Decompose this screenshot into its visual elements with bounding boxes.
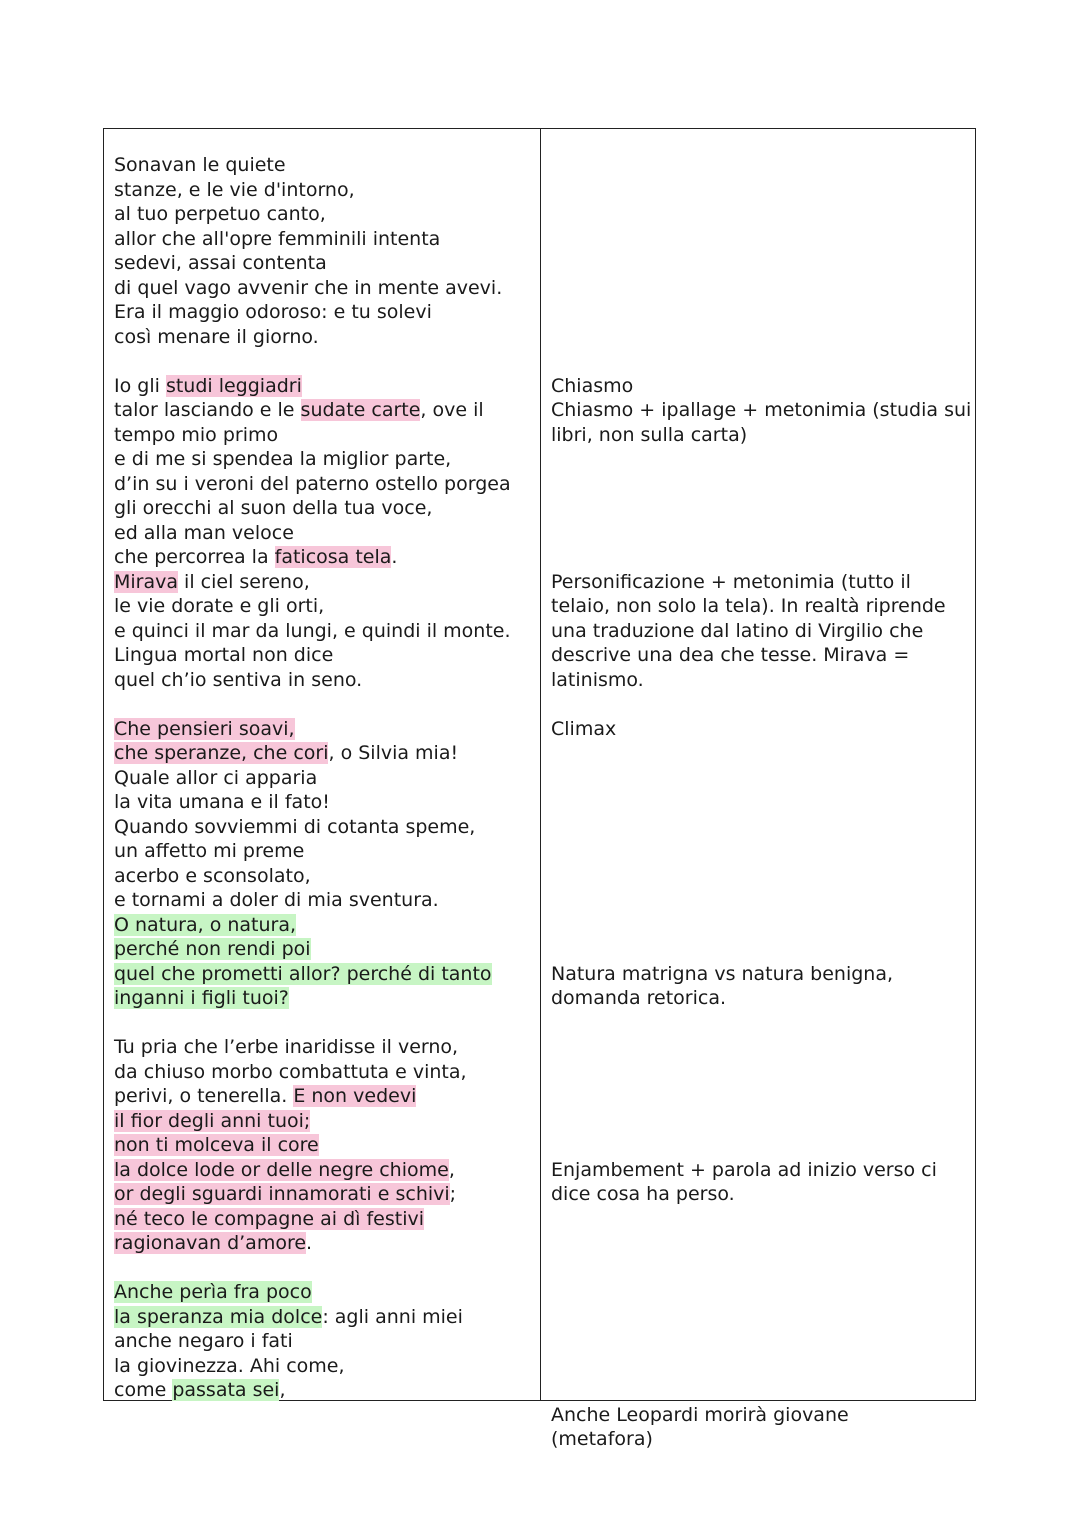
stanza-break	[114, 349, 540, 374]
poem-line	[114, 1109, 540, 1134]
note-spacer	[551, 1035, 975, 1060]
poem-line	[114, 521, 540, 546]
note-line: dice cosa ha perso.	[551, 1183, 735, 1205]
note-spacer	[551, 1329, 975, 1354]
highlight-green: quel che prometti allor? perché di tanto	[114, 962, 492, 985]
highlight-pink: sudate carte	[300, 399, 421, 421]
poem-text: anche negaro i fati	[114, 1330, 293, 1352]
highlight-green: la speranza mia dolce	[114, 1305, 323, 1328]
note-spacer	[551, 766, 975, 791]
poem-line	[114, 1231, 540, 1256]
poem-line	[114, 1354, 540, 1379]
poem-column	[104, 129, 541, 1400]
highlight-green: passata sei	[172, 1379, 280, 1401]
stanza-break	[114, 1011, 540, 1036]
poem-text: che percorrea la	[114, 546, 275, 568]
poem-line	[114, 251, 540, 276]
stanza-break	[114, 1256, 540, 1281]
highlight-green: Anche perìa fra poco	[114, 1281, 312, 1303]
poem-line	[114, 1378, 540, 1403]
note-spacer	[551, 913, 975, 938]
note-spacer	[551, 741, 975, 766]
poem-line	[114, 398, 540, 423]
note-spacer	[551, 1280, 975, 1305]
note-spacer	[551, 325, 975, 350]
note-spacer	[551, 1354, 975, 1379]
poem-line	[114, 1182, 540, 1207]
note-spacer	[551, 1060, 975, 1085]
note-line: Enjambement + parola ad inizio verso ci	[551, 1158, 937, 1181]
poem-text: da chiuso morbo combattuta e vinta,	[114, 1060, 467, 1083]
highlight-green: inganni i figli tuoi?	[114, 987, 289, 1009]
note-spacer	[551, 178, 975, 203]
note-spacer	[551, 888, 975, 913]
poem-text: il ciel sereno,	[178, 570, 310, 593]
notes-column	[541, 129, 975, 1450]
poem-text: ,	[448, 1158, 455, 1181]
poem-line	[114, 276, 540, 301]
poem-line	[114, 913, 540, 938]
note-spacer	[551, 276, 975, 301]
poem-text: e quinci il mar da lungi, e quindi il monte.	[114, 619, 511, 642]
note-line: Climax	[551, 717, 617, 740]
note-spacer	[551, 692, 975, 717]
poem-text: tempo mio primo	[114, 423, 279, 446]
note-spacer	[551, 815, 975, 840]
poem-line	[114, 937, 540, 962]
poem-line	[114, 1060, 540, 1085]
poem-line	[114, 570, 540, 595]
note-spacer	[551, 839, 975, 864]
note-spacer	[551, 790, 975, 815]
poem-line	[114, 472, 540, 497]
poem-line	[114, 815, 540, 840]
poem-line	[114, 545, 540, 570]
poem-line	[114, 668, 540, 693]
note-spacer	[551, 1231, 975, 1256]
poem-text: come	[114, 1379, 173, 1401]
annotation-table	[103, 128, 976, 1450]
note-spacer	[551, 447, 975, 472]
note-spacer	[551, 202, 975, 227]
note-spacer	[551, 521, 975, 546]
note-spacer	[551, 1133, 975, 1158]
poem-line	[114, 741, 540, 766]
note-spacer	[551, 153, 975, 178]
poem-text: al tuo perpetuo canto,	[114, 203, 326, 225]
note-spacer	[551, 864, 975, 889]
poem-text: sedevi, assai contenta	[114, 252, 327, 274]
poem-text: Sonavan le quiete	[114, 154, 286, 176]
note-line: Anche Leopardi morirà giovane	[551, 1403, 849, 1426]
poem-line	[114, 423, 540, 448]
note-spacer	[551, 251, 975, 276]
poem-text: la vita umana e il fato!	[114, 791, 330, 813]
highlight-pink: la dolce lode or delle negre chiome	[114, 1158, 449, 1181]
highlight-green: O natura, o natura,	[114, 913, 297, 936]
note-spacer	[551, 1207, 975, 1232]
highlight-pink: ragionavan d’amore	[114, 1232, 307, 1254]
poem-line	[114, 790, 540, 815]
poem-line	[114, 325, 540, 350]
note-spacer	[551, 937, 975, 962]
poem-text: gli orecchi al suon della tua voce,	[114, 497, 433, 519]
note-spacer	[551, 1305, 975, 1330]
poem-line	[114, 839, 540, 864]
poem-line	[114, 1133, 540, 1158]
poem-line	[114, 1035, 540, 1060]
highlight-pink: or degli sguardi innamorati e schivi	[114, 1183, 450, 1205]
poem-line	[114, 300, 540, 325]
poem-text: , o Silvia mia!	[328, 742, 459, 764]
note-spacer	[551, 349, 975, 374]
poem-line	[114, 594, 540, 619]
poem-text: allor che all'opre femminili intenta	[114, 227, 441, 250]
note-spacer	[551, 1256, 975, 1281]
poem-text: stanze, e le vie d'intorno,	[114, 178, 355, 201]
highlight-pink: Che pensieri soavi,	[114, 717, 295, 740]
poem-text: Quando sovviemmi di cotanta speme,	[114, 815, 476, 838]
note-spacer	[551, 1109, 975, 1134]
poem-text: e di me si spendea la miglior parte,	[114, 448, 452, 470]
poem-line	[114, 202, 540, 227]
highlight-pink: Mirava	[114, 570, 179, 593]
poem-line	[114, 374, 540, 399]
poem-line	[114, 643, 540, 668]
poem-line	[114, 178, 540, 203]
poem-line	[114, 888, 540, 913]
note-spacer	[551, 1084, 975, 1109]
poem-text: acerbo e sconsolato,	[114, 864, 311, 887]
poem-text: ;	[449, 1183, 457, 1205]
poem-line	[114, 1329, 540, 1354]
poem-line	[114, 1158, 540, 1183]
poem-text: la giovinezza. Ahi come,	[114, 1354, 345, 1377]
poem-text: un affetto mi preme	[114, 840, 305, 862]
note-line: Chiasmo	[551, 374, 634, 397]
poem-text: Quale allor ci apparia	[114, 766, 318, 789]
poem-text: : agli anni miei	[322, 1305, 463, 1328]
poem-line	[114, 1305, 540, 1330]
highlight-pink: né teco le compagne ai dì festivi	[114, 1207, 425, 1230]
poem-text: e tornami a doler di mia sventura.	[114, 889, 439, 911]
poem-line	[114, 986, 540, 1011]
note-spacer	[551, 227, 975, 252]
poem-text: Lingua mortal non dice	[114, 644, 334, 666]
poem-text: di quel vago avvenir che in mente avevi.	[114, 276, 503, 299]
note-spacer	[551, 1011, 975, 1036]
highlight-pink: faticosa tela	[274, 546, 392, 568]
poem-line	[114, 619, 540, 644]
poem-line	[114, 1084, 540, 1109]
highlight-pink: E non vedevi	[293, 1085, 417, 1107]
poem-line	[114, 153, 540, 178]
note-line: libri, non sulla carta)	[551, 423, 748, 446]
poem-text: d’in su i veroni del paterno ostello porgea	[114, 472, 511, 495]
note-line: una traduzione dal latino di Virgilio che	[551, 619, 924, 642]
poem-line	[114, 496, 540, 521]
poem-line	[114, 766, 540, 791]
poem-line	[114, 227, 540, 252]
note-line: (metafora)	[551, 1428, 653, 1450]
note-line: Chiasmo + ipallage + metonimia (studia sui	[551, 399, 972, 421]
poem-text: Io gli	[114, 374, 166, 397]
note-line: Personificazione + metonimia (tutto il	[551, 570, 911, 593]
poem-text: .	[391, 546, 398, 568]
highlight-pink: che speranze, che cori	[114, 742, 329, 764]
note-spacer	[551, 545, 975, 570]
poem-line	[114, 717, 540, 742]
poem-text: così menare il giorno.	[114, 325, 319, 348]
poem-text: Tu pria che l’erbe inaridisse il verno,	[114, 1036, 459, 1058]
poem-text: , ove il	[420, 399, 484, 421]
poem-text: quel ch’io sentiva in seno.	[114, 668, 363, 691]
stanza-break	[114, 692, 540, 717]
poem-text: ed alla man veloce	[114, 521, 294, 544]
poem-text: .	[306, 1232, 313, 1254]
highlight-pink: non ti molceva il core	[114, 1134, 319, 1156]
highlight-green: perché non rendi poi	[114, 938, 311, 960]
poem-line	[114, 962, 540, 987]
highlight-pink: il fior degli anni tuoi;	[114, 1109, 311, 1132]
poem-text: perivi, o tenerella.	[114, 1085, 294, 1107]
highlight-pink: studi leggiadri	[165, 374, 302, 397]
note-line: telaio, non solo la tela). In realtà riprende	[551, 595, 946, 617]
poem-text: talor lasciando e le	[114, 399, 301, 421]
note-spacer	[551, 472, 975, 497]
note-line: latinismo.	[551, 668, 644, 691]
note-spacer	[551, 496, 975, 521]
note-line: descrive una dea che tesse. Mirava =	[551, 644, 910, 666]
poem-text: le vie dorate e gli orti,	[114, 595, 325, 617]
note-spacer	[551, 300, 975, 325]
note-line: Natura matrigna vs natura benigna,	[551, 962, 894, 985]
poem-text: ,	[279, 1379, 286, 1401]
note-spacer	[551, 1378, 975, 1403]
poem-line	[114, 1280, 540, 1305]
poem-line	[114, 447, 540, 472]
note-line: domanda retorica.	[551, 987, 726, 1009]
poem-line	[114, 864, 540, 889]
poem-line	[114, 1207, 540, 1232]
poem-text: Era il maggio odoroso: e tu solevi	[114, 301, 432, 323]
